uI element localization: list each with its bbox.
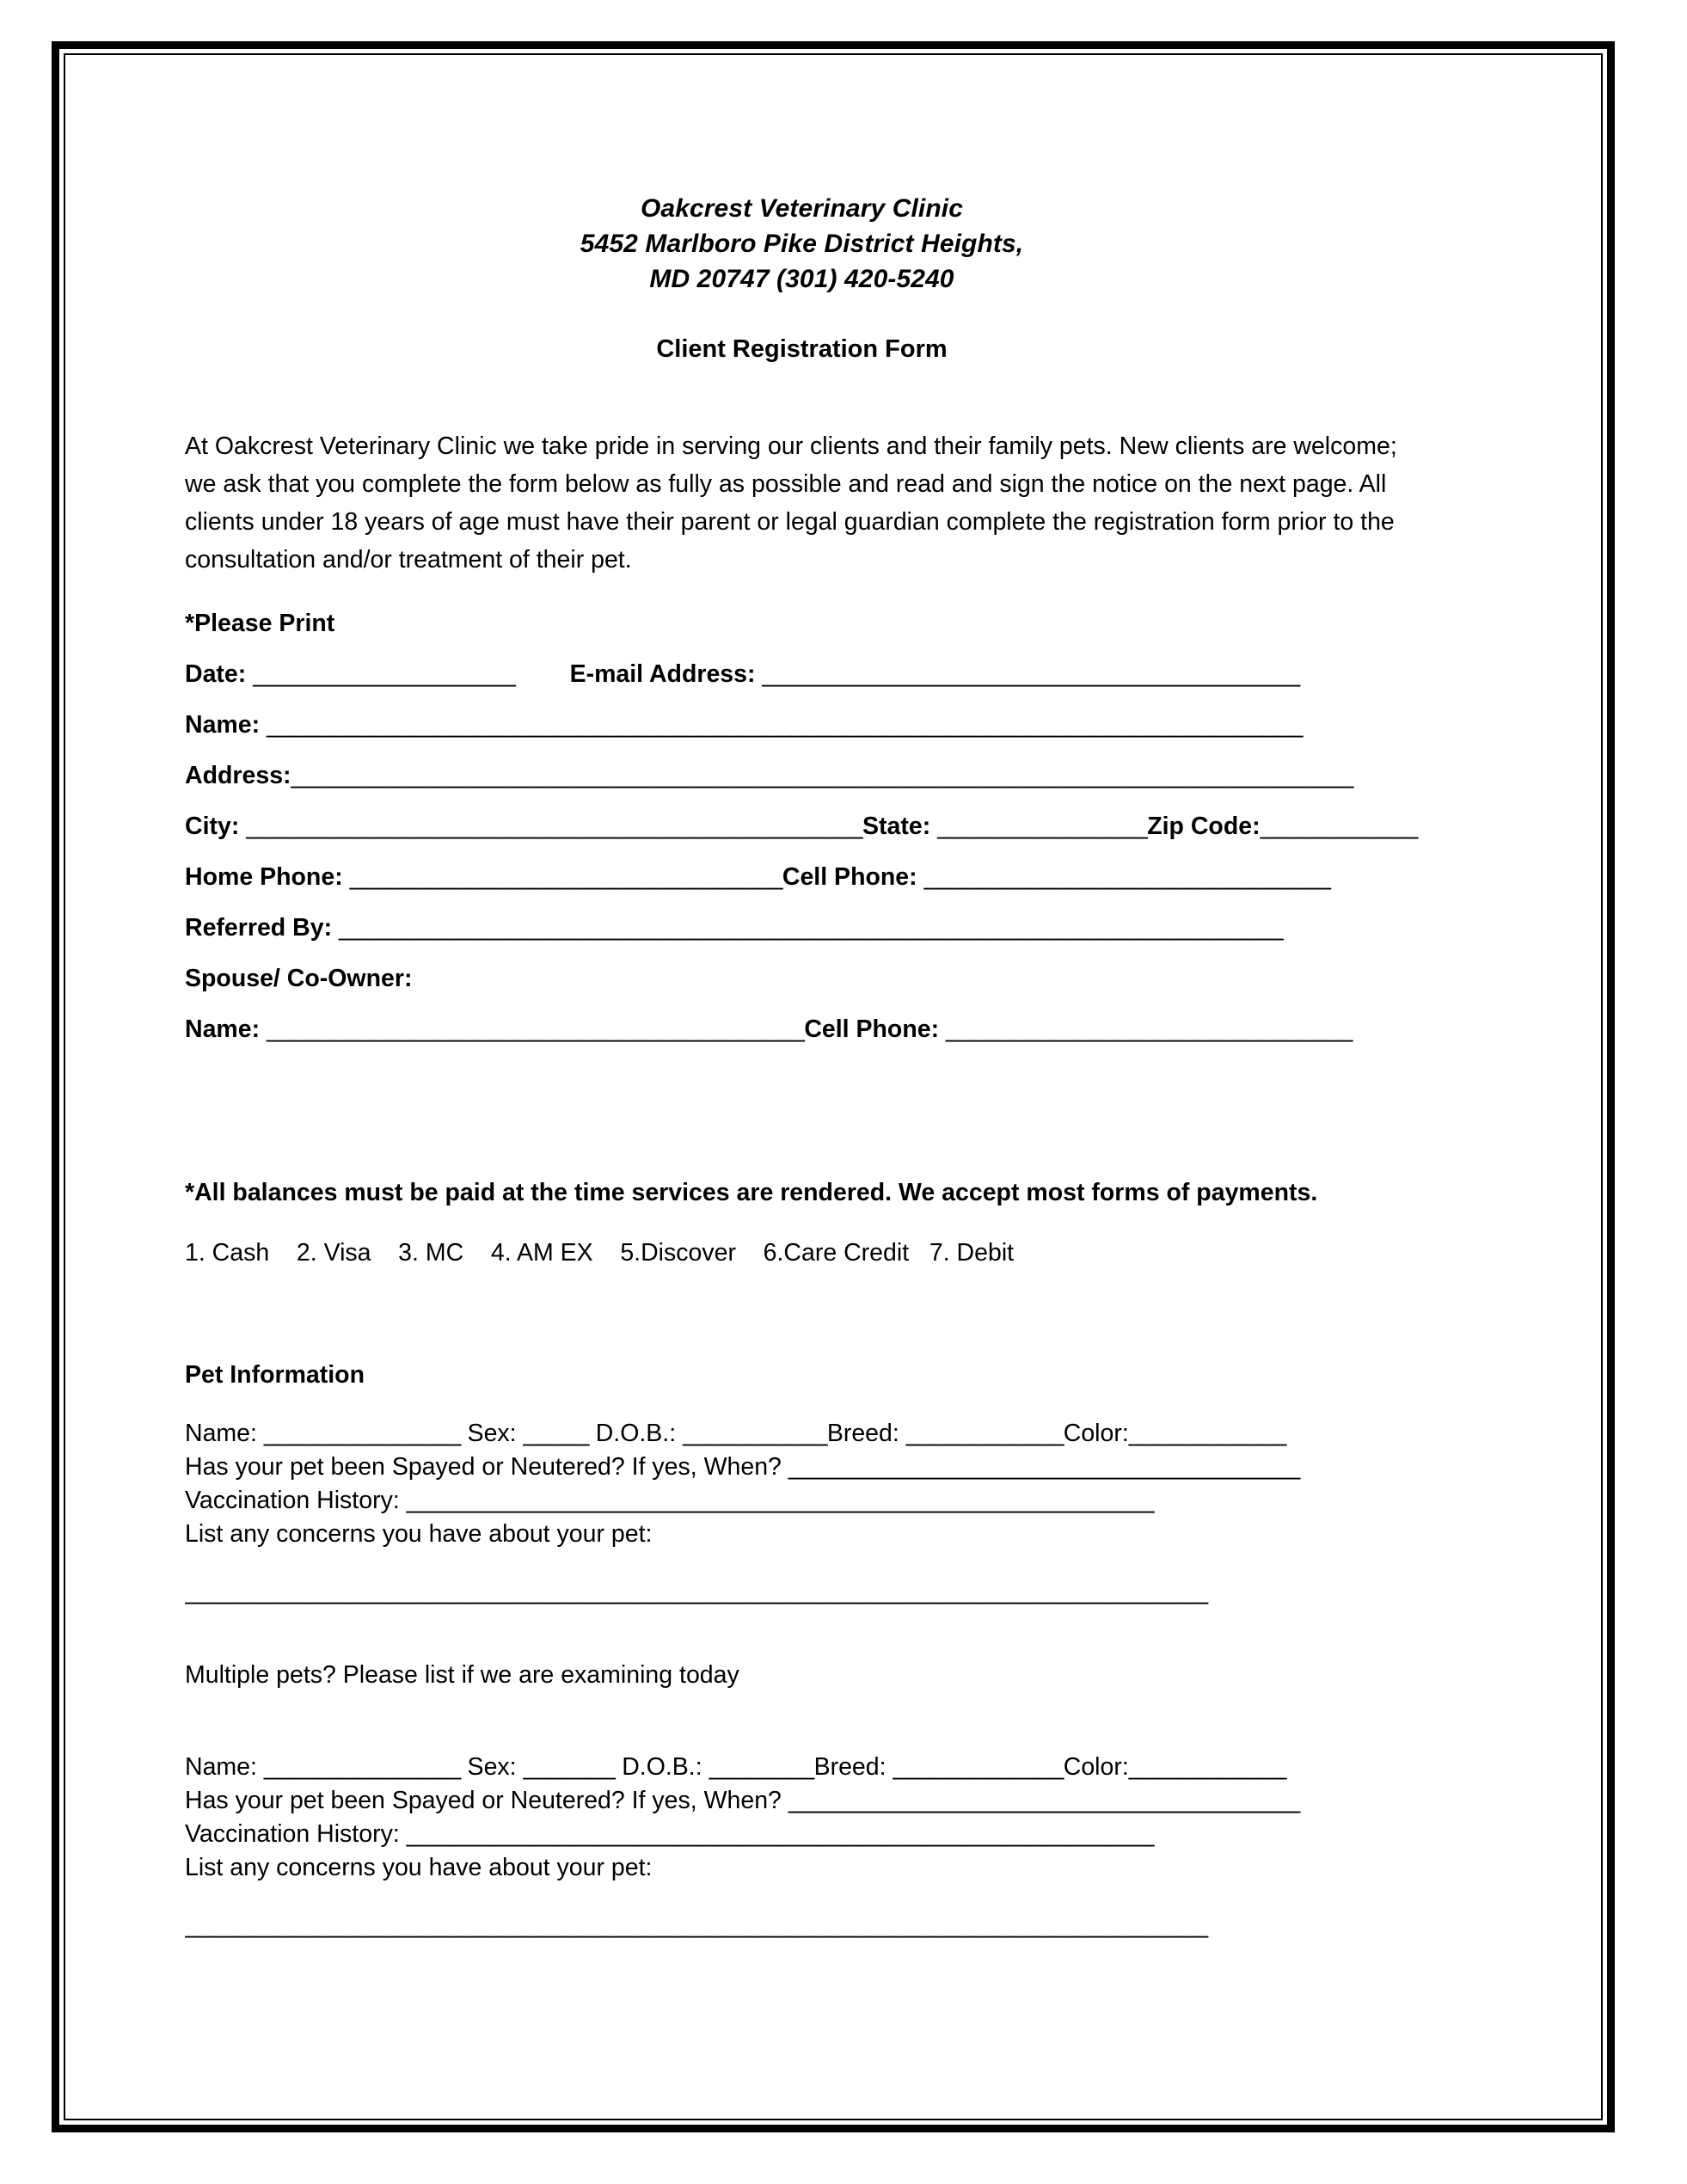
row-phones: [185, 860, 1419, 894]
name-label-colon: :: [251, 711, 267, 739]
pet-information-heading: Pet Information: [185, 1361, 365, 1389]
pet1-breed-input-blank[interactable]: ____________: [905, 1420, 1064, 1447]
clinic-header: [185, 191, 1419, 297]
row-spouse-heading: [185, 961, 1419, 996]
pet2-row-name-sex-dob-breed-color: [185, 1751, 1419, 1784]
zip-label-colon: :: [1252, 813, 1261, 840]
pet1-color-label: Color:: [1063, 1420, 1129, 1447]
pet1-concerns-input-blank[interactable]: ______________________________________________________________________________: [185, 1578, 1208, 1605]
state-label: State: [862, 813, 923, 840]
email-label-colon: :: [747, 660, 763, 688]
spouse-cell-phone-label: Cell Phone: [804, 1015, 931, 1043]
date-input-blank[interactable]: ____________________: [253, 660, 516, 688]
pet2-concerns-input-blank[interactable]: ______________________________________________________________________________: [185, 1911, 1208, 1939]
pet2-row-vaccination: [185, 1818, 1419, 1851]
pet2-name-input-blank[interactable]: _______________: [263, 1753, 461, 1781]
cell-phone-label-colon: :: [909, 863, 924, 891]
spouse-cell-phone-label-colon: :: [930, 1015, 947, 1043]
row-date-email: [185, 657, 1419, 691]
row-address: [185, 758, 1419, 793]
pet2-dob-label: D.O.B.:: [615, 1753, 709, 1781]
please-print-note: *Please Print: [185, 610, 335, 637]
zip-label: Zip Code: [1147, 813, 1253, 840]
email-input-blank[interactable]: _________________________________________: [762, 660, 1300, 688]
pet2-row-concerns-label: [185, 1851, 1419, 1885]
pet2-sex-input-blank[interactable]: _______: [523, 1753, 616, 1781]
pet2-dob-input-blank[interactable]: ________: [709, 1753, 814, 1781]
city-label-colon: :: [230, 813, 247, 840]
pet1-sex-input-blank[interactable]: _____: [523, 1420, 589, 1447]
pet1-sex-label: Sex:: [460, 1420, 524, 1447]
pet1-row-vaccination: [185, 1484, 1419, 1518]
cell-phone-label: Cell Phone: [782, 863, 910, 891]
clinic-address-line: 5452 Marlboro Pike District Heights,: [580, 230, 1024, 258]
pet1-dob-input-blank[interactable]: ___________: [683, 1420, 827, 1447]
home-phone-input-blank[interactable]: _________________________________: [349, 863, 782, 891]
multiple-pets-prompt: Multiple pets? Please list if we are examining today: [185, 1661, 739, 1689]
pet2-spay-neuter-label: Has your pet been Spayed or Neutered? If yes, When?: [185, 1787, 788, 1814]
payment-policy-note: *All balances must be paid at the time services are rendered. We accept most forms of payments.: [185, 1179, 1318, 1206]
pet2-breed-label: Breed:: [813, 1753, 893, 1781]
page-title: Client Registration Form: [656, 335, 948, 363]
pet1-color-input-blank[interactable]: ____________: [1128, 1420, 1286, 1447]
spouse-coowner-label-colon: :: [403, 965, 413, 992]
pet2-sex-label: Sex:: [460, 1753, 524, 1781]
state-input-blank[interactable]: ________________: [937, 813, 1148, 840]
pet1-name-label: Name:: [185, 1420, 264, 1447]
home-phone-label: Home Phone: [185, 863, 335, 891]
pet1-dob-label: D.O.B.:: [588, 1420, 684, 1447]
pet2-color-label: Color:: [1063, 1753, 1129, 1781]
clinic-name: Oakcrest Veterinary Clinic: [640, 194, 963, 223]
email-label: E-mail Address: [569, 660, 747, 688]
pet1-spay-neuter-input-blank[interactable]: _______________________________________: [788, 1453, 1300, 1481]
pet1-spay-neuter-label: Has your pet been Spayed or Neutered? If yes, When?: [185, 1453, 788, 1481]
pet1-row-name-sex-dob-breed-color: [185, 1417, 1419, 1451]
intro-paragraph: At Oakcrest Veterinary Clinic we take pride in serving our clients and their family pets. New clients are welcome; we ask that you complete the form below as fully as possible and read and sign the notice on the next page. All clients under 18 years of age must have their parent or legal guardian complete the registration form prior to the consultation and/or treatment of their pet.: [185, 433, 1397, 574]
clinic-city-phone-line: MD 20747 (301) 420-5240: [649, 265, 954, 293]
pet2-name-label: Name:: [185, 1753, 264, 1781]
row-spouse-name-cell: [185, 1012, 1419, 1046]
pet2-spay-neuter-input-blank[interactable]: _______________________________________: [788, 1787, 1300, 1814]
spouse-name-label-colon: :: [251, 1015, 267, 1043]
address-label-colon: :: [283, 762, 291, 789]
row-city-state-zip: [185, 809, 1419, 844]
document-content: [185, 53, 1419, 1942]
city-label: City: [185, 813, 231, 840]
address-label: Address: [185, 762, 284, 789]
row-spacer: [515, 657, 569, 691]
referred-by-input-blank[interactable]: ________________________________________________________________________: [339, 914, 1284, 942]
pet2-row-spay-neuter: [185, 1784, 1419, 1818]
home-phone-label-colon: :: [334, 863, 350, 891]
row-referred-by: [185, 911, 1419, 945]
date-label: Date:: [185, 660, 254, 688]
name-input-blank[interactable]: _______________________________________________________________________________: [267, 711, 1303, 739]
spouse-name-label: Name: [185, 1015, 252, 1043]
state-label-colon: :: [922, 813, 938, 840]
zip-input-blank[interactable]: ____________: [1260, 813, 1418, 840]
cell-phone-input-blank[interactable]: _______________________________: [923, 863, 1331, 891]
name-label: Name: [185, 711, 252, 739]
pet1-row-spay-neuter: [185, 1451, 1419, 1484]
pet1-name-input-blank[interactable]: _______________: [263, 1420, 461, 1447]
referred-by-label: Referred By: [185, 914, 324, 942]
spouse-name-input-blank[interactable]: _________________________________________: [267, 1015, 805, 1043]
pet1-concerns-label: List any concerns you have about your pet:: [185, 1520, 653, 1548]
pet1-vaccination-label: Vaccination History:: [185, 1487, 407, 1514]
address-input-blank[interactable]: _________________________________________________________________________________: [291, 762, 1353, 789]
spouse-cell-phone-input-blank[interactable]: _______________________________: [946, 1015, 1353, 1043]
pet2-breed-input-blank[interactable]: _____________: [893, 1753, 1064, 1781]
payment-methods-list: 1. Cash 2. Visa 3. MC 4. AM EX 5.Discover 6.Care Credit 7. Debit: [185, 1239, 1015, 1267]
city-input-blank[interactable]: _______________________________________________: [246, 813, 863, 840]
row-name: [185, 708, 1419, 742]
pet2-vaccination-label: Vaccination History:: [185, 1820, 407, 1848]
pet1-breed-label: Breed:: [826, 1420, 906, 1447]
pet2-concerns-label: List any concerns you have about your pet:: [185, 1854, 653, 1881]
pet2-color-input-blank[interactable]: ____________: [1128, 1753, 1286, 1781]
pet1-row-concerns-label: [185, 1518, 1419, 1551]
spouse-coowner-label: Spouse/ Co-Owner: [185, 965, 404, 992]
referred-by-label-colon: :: [323, 914, 339, 942]
pet1-vaccination-input-blank[interactable]: _________________________________________________________: [406, 1487, 1154, 1514]
pet2-vaccination-input-blank[interactable]: _________________________________________________________: [406, 1820, 1154, 1848]
